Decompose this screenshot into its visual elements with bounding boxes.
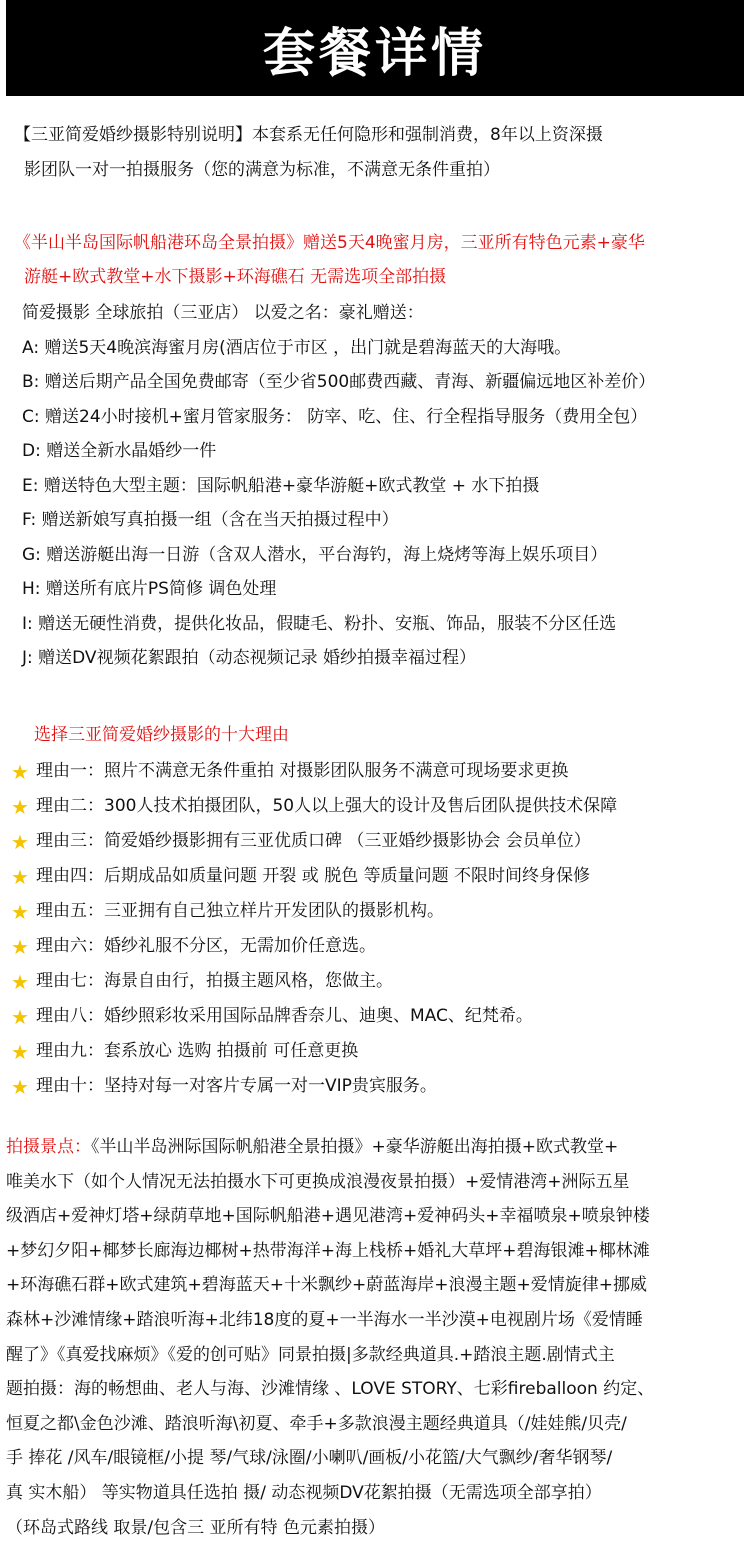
- gift-item: C: 赠送24小时接机+蜜月管家服务： 防宰、吃、住、行全程指导服务（费用全包）: [22, 406, 648, 427]
- spots-line: 级酒店+爱神灯塔+绿荫草地+国际帆船港+遇见港湾+爱神码头+幸福喷泉+喷泉钟楼: [6, 1206, 650, 1227]
- reason-text: 理由二：300人技术拍摄团队，50人以上强大的设计及售后团队提供技术保障: [36, 796, 618, 816]
- reason-text: 理由八：婚纱照彩妆采用国际品牌香奈儿、迪奥、MAC、纪梵希。: [36, 1006, 533, 1026]
- highlight-paragraph: [14, 226, 738, 294]
- spots-line: 唯美水下（如个人情况无法拍摄水下可更换成浪漫夜景拍摄）+爱情港湾+洲际五星: [6, 1171, 630, 1192]
- reason-item: [8, 789, 732, 824]
- spots-line: +环海礁石群+欧式建筑+碧海蓝天+十米飘纱+蔚蓝海岸+浪漫主题+爱情旋律+挪威: [6, 1275, 647, 1296]
- reason-item: [8, 1069, 732, 1104]
- spots-line: 真 实木船） 等实物道具任选拍 摄/ 动态视频DV花絮拍摄（无需选项全部享拍）: [6, 1482, 602, 1503]
- spots-line: 恒夏之都\金色沙滩、踏浪听海\初夏、牵手+多款浪漫主题经典道具（/娃娃熊/贝壳/: [6, 1413, 627, 1434]
- gift-item: E: 赠送特色大型主题：国际帆船港+豪华游艇+欧式教堂 + 水下拍摄: [22, 475, 540, 496]
- photo-spots: [6, 1130, 744, 1545]
- reason-text: 理由十：坚持对每一对客片专属一对一VIP贵宾服务。: [36, 1076, 437, 1096]
- star-icon: ★: [11, 829, 29, 854]
- spots-line: +梦幻夕阳+椰梦长廊海边椰树+热带海洋+海上栈桥+婚礼大草坪+碧海银滩+椰林滩: [6, 1240, 650, 1261]
- star-icon: ★: [11, 1004, 29, 1029]
- spots-line: 森林+沙滩情缘+踏浪听海+北纬18度的夏+一半海水一半沙漠+电视剧片场《爱情睡: [6, 1309, 643, 1330]
- gift-list: [22, 296, 746, 676]
- star-icon: ★: [11, 759, 29, 784]
- gift-item: F: 赠送新娘写真拍摄一组（含在当天拍摄过程中）: [22, 510, 399, 530]
- star-icon: ★: [11, 1039, 29, 1064]
- gift-item: H: 赠送所有底片PS简修 调色处理: [22, 579, 277, 599]
- reason-item: [8, 1034, 732, 1069]
- reason-text: 理由三：简爱婚纱摄影拥有三亚优质口碑 （三亚婚纱摄影协会 会员单位）: [36, 831, 591, 851]
- spots-first-line: [6, 1130, 744, 1165]
- reason-text: 理由九：套系放心 选购 拍摄前 可任意更换: [36, 1041, 359, 1061]
- gift-item: A: 赠送5天4晚滨海蜜月房(酒店位于市区 ，出门就是碧海蓝天的大海哦。: [22, 337, 572, 358]
- star-icon: ★: [11, 934, 29, 959]
- highlight-line: 《半山半岛国际帆船港环岛全景拍摄》赠送5天4晚蜜月房，三亚所有特色元素+豪华: [14, 233, 645, 253]
- intro-line: 【三亚简爱婚纱摄影特别说明】本套系无任何隐形和强制消费，8年以上资深摄: [14, 125, 603, 145]
- reason-item: [8, 754, 732, 789]
- reason-item: [8, 824, 732, 859]
- reason-item: [8, 999, 732, 1034]
- star-icon: ★: [11, 864, 29, 889]
- star-icon: ★: [11, 969, 29, 994]
- reason-item: [8, 894, 732, 929]
- header-banner: [6, 0, 744, 96]
- spots-line: 手 捧花 /风车/眼镜框/小提 琴/气球/泳圈/小喇叭/画板/小花篮/大气飘纱/奢华钢琴/: [6, 1448, 613, 1469]
- reason-item: [8, 964, 732, 999]
- spots-line: 题拍摄：海的畅想曲、老人与海、沙滩情缘 、LOVE STORY、七彩fireballoon 约定、: [6, 1379, 655, 1400]
- spots-label: 拍摄景点：: [6, 1137, 91, 1157]
- reason-item: [8, 859, 732, 894]
- reasons-title: 选择三亚简爱婚纱摄影的十大理由: [34, 725, 289, 745]
- intro-paragraph: [14, 118, 738, 188]
- gift-item: I: 赠送无硬性消费，提供化妆品，假睫毛、粉扑、安瓶、饰品，服装不分区任选: [22, 613, 617, 634]
- reason-text: 理由四：后期成品如质量问题 开裂 或 脱色 等质量问题 不限时间终身保修: [36, 866, 591, 886]
- spots-line: 醒了》《真爱找麻烦》《爱的创可贴》同景拍摄|多款经典道具.+踏浪主题.剧情式主: [6, 1344, 615, 1365]
- reason-text: 理由七：海景自由行，拍摄主题风格，您做主。: [36, 971, 393, 991]
- page-title: 套餐详情: [262, 23, 487, 84]
- intro-line: 影团队一对一拍摄服务（您的满意为标准，不满意无条件重拍）: [24, 160, 500, 180]
- reason-item: [8, 929, 732, 964]
- gift-item: J: 赠送DV视频花絮跟拍（动态视频记录 婚纱拍摄幸福过程）: [22, 648, 476, 668]
- star-icon: ★: [11, 1074, 29, 1099]
- star-icon: ★: [11, 899, 29, 924]
- spots-text: 《半山半岛洲际国际帆船港全景拍摄》+豪华游艇出海拍摄+欧式教堂+: [91, 1137, 619, 1157]
- reason-text: 理由六：婚纱礼服不分区，无需加价任意选。: [36, 936, 376, 956]
- reason-text: 理由一：照片不满意无条件重拍 对摄影团队服务不满意可现场要求更换: [36, 761, 569, 781]
- gift-item: G: 赠送游艇出海一日游（含双人潜水，平台海钓，海上烧烤等海上娱乐项目）: [22, 544, 608, 565]
- gift-heading: 简爱摄影 全球旅拍（三亚店） 以爱之名：豪礼赠送：: [22, 303, 424, 323]
- star-icon: ★: [11, 794, 29, 819]
- highlight-line: 游艇+欧式教堂+水下摄影+环海礁石 无需选项全部拍摄: [24, 267, 447, 287]
- reasons-list: [8, 754, 732, 1104]
- spots-line: （环岛式路线 取景/包含三 亚所有特 色元素拍摄）: [6, 1517, 385, 1538]
- reason-text: 理由五：三亚拥有自己独立样片开发团队的摄影机构。: [36, 901, 444, 921]
- gift-item: B: 赠送后期产品全国免费邮寄（至少省500邮费西藏、青海、新疆偏远地区补差价）: [22, 372, 656, 392]
- gift-item: D: 赠送全新水晶婚纱一件: [22, 441, 217, 461]
